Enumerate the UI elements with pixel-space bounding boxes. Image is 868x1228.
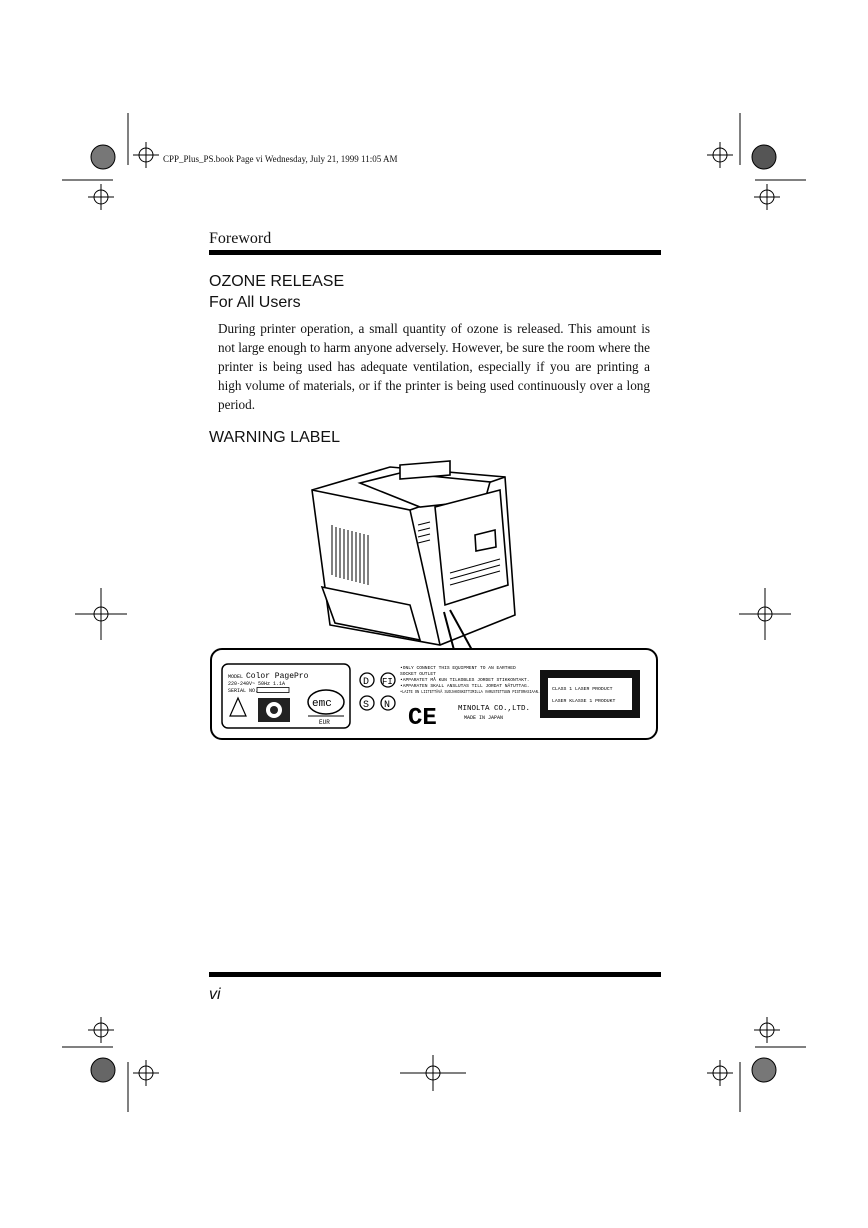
warning-label <box>210 648 658 740</box>
warning-line-2: SOCKET OUTLET <box>400 672 436 677</box>
ozone-body: During printer operation, a small quantity of ozone is released. This amount is not large enough to harm anyone adversely. However, be sure the room where the printer is being used has adequate ventilation, especially if you are printing a high volume of materials, or if the printer is being used continuously over a long period. <box>218 321 650 412</box>
label-manufacturer: MINOLTA CO.,LTD. <box>458 705 531 713</box>
label-made-in: MADE IN JAPAN <box>464 715 504 721</box>
section-title: Foreword <box>209 230 272 247</box>
warning-heading: WARNING LABEL <box>209 429 340 446</box>
mark-d: D <box>363 677 370 688</box>
top-rule <box>209 250 661 255</box>
page-number: vi <box>209 986 221 1003</box>
triangle-mark-icon <box>230 698 246 716</box>
warning-label-drawing <box>212 650 656 738</box>
ozone-subheading: For All Users <box>209 294 301 311</box>
mark-s: S <box>363 700 370 711</box>
ozone-heading-block <box>209 271 344 313</box>
warning-line-1: •ONLY CONNECT THIS EQUIPMENT TO AN EARTHED <box>400 666 516 671</box>
mark-n: N <box>384 700 391 711</box>
label-emc: emc <box>312 698 332 710</box>
label-rating: 220-240V~ 50Hz 1.1A <box>228 681 286 687</box>
label-eur: EUR <box>319 719 330 726</box>
warning-line-5: •LAITE ON LIITETTÄVÄ SUOJAKOSKETTIMILLA VARUSTETTUUN PISTORASIAAN. <box>400 691 566 695</box>
ce-mark: CE <box>408 705 437 732</box>
label-model-prefix: MODEL <box>228 674 244 680</box>
printer-illustration <box>300 455 530 655</box>
label-model-name: Color PagePro <box>246 672 309 681</box>
mark-fi: FI <box>382 677 393 687</box>
print-header: CPP_Plus_PS.book Page vi Wednesday, July 21, 1999 11:05 AM <box>163 154 398 164</box>
laser-line-2: LASER KLASSE 1 PRODUKT <box>552 699 616 704</box>
warning-line-4: •APPARATEN SKALL ANSLUTAS TILL JORDAT NÄTUTTAG. <box>400 684 530 689</box>
bottom-rule <box>209 972 661 977</box>
laser-line-1: CLASS 1 LASER PRODUCT <box>552 687 613 692</box>
warning-line-3: •APPARATET MÅ KUN TILKOBLES JORDET STIKKONTAKT. <box>400 678 530 683</box>
ozone-heading: OZONE RELEASE <box>209 273 345 290</box>
label-serial-prefix: SERIAL NO. <box>228 688 259 694</box>
